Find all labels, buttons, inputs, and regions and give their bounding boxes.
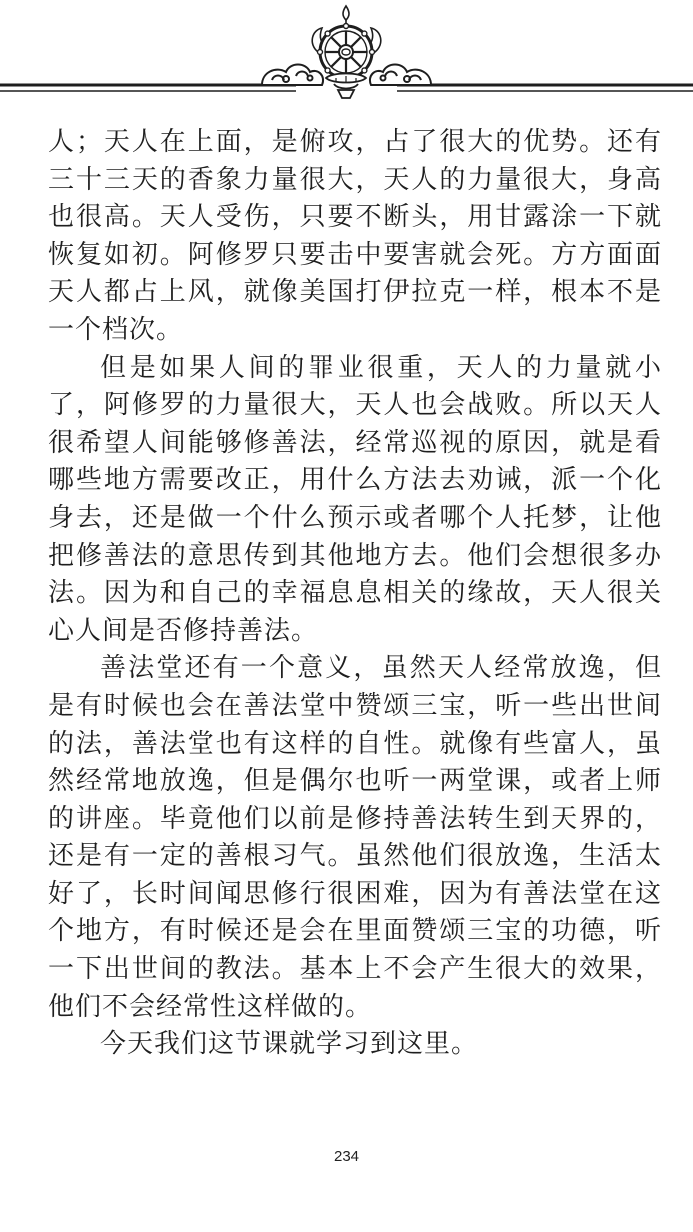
page-header-ornament <box>0 0 693 110</box>
header-ornament-graphic <box>0 0 693 110</box>
auspicious-cloud-icon <box>370 65 431 86</box>
paragraph-2: 但是如果人间的罪业很重，天人的力量就小了，阿修罗的力量很大，天人也会战败。所以天人很希望人间能够修善法，经常巡视的原因，就是看哪些地方需要改正，用什么方法去劝诫，派一个化身去，还是做一个什么预示或者哪个人托梦，让他把修善法的意思传到其他地方去。他们会想很多办法。因为和自己的幸福息息相关的缘故，天人很关心人间是否修持善法。 <box>48 352 662 646</box>
auspicious-cloud-icon <box>262 65 323 86</box>
paragraph-1: 人；天人在上面，是俯攻，占了很大的优势。还有三十三天的香象力量很大，天人的力量很大，身高也很高。天人受伤，只要不断头，用甘露涂一下就恢复如初。阿修罗只要击中要害就会死。方方面面天人都占上风，就像美国打伊拉克一样，根本不是一个档次。 <box>48 127 662 345</box>
page-body-text <box>48 124 662 1064</box>
paragraph-3: 善法堂还有一个意义，虽然天人经常放逸，但是有时候也会在善法堂中赞颂三宝，听一些出世间的法，善法堂也有这样的自性。就像有些富人，虽然经常地放逸，但是偶尔也听一两堂课，或者上师的讲座。毕竟他们以前是修持善法转生到天界的，还是有一定的善根习气。虽然他们很放逸，生活太好了，长时间闻思修行很困难，因为有善法堂在这个地方，有时候还是会在里面赞颂三宝的功德，听一下出世间的教法。基本上不会产生很大的效果，他们不会经常性这样做的。 <box>48 653 662 1022</box>
paragraph-4: 今天我们这节课就学习到这里。 <box>100 1029 479 1060</box>
page-number: 234 <box>333 1148 360 1165</box>
